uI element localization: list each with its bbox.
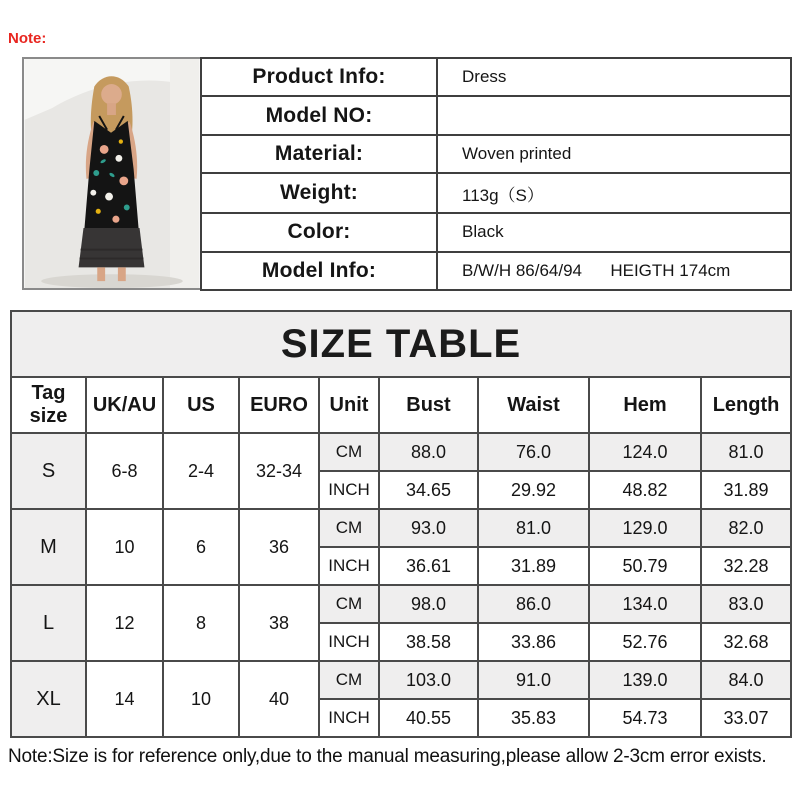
unit-inch-cell: INCH [319, 699, 379, 737]
tag-size-cell: L [11, 585, 86, 661]
model-no-value [437, 96, 791, 134]
uk-au-cell: 14 [86, 661, 163, 737]
unit-cm-cell: CM [319, 433, 379, 471]
size-table [10, 310, 792, 738]
product-info-label: Product Info: [201, 58, 437, 96]
size-row-m-cm [11, 509, 791, 547]
unit-cm-cell: CM [319, 509, 379, 547]
length-inch-cell: 32.68 [701, 623, 791, 661]
hem-cm-cell: 134.0 [589, 585, 701, 623]
size-table-header-row [11, 377, 791, 433]
bust-inch-cell: 34.65 [379, 471, 478, 509]
waist-cm-cell: 91.0 [478, 661, 589, 699]
col-header-tag-size: Tag size [11, 377, 86, 433]
unit-inch-cell: INCH [319, 547, 379, 585]
table-row [201, 135, 791, 173]
unit-cm-cell: CM [319, 661, 379, 699]
col-header-euro: EURO [239, 377, 319, 433]
size-table-title-row [11, 311, 791, 377]
table-row [201, 252, 791, 290]
length-cm-cell: 81.0 [701, 433, 791, 471]
col-header-unit: Unit [319, 377, 379, 433]
hem-inch-cell: 52.76 [589, 623, 701, 661]
euro-cell: 32-34 [239, 433, 319, 509]
hem-inch-cell: 50.79 [589, 547, 701, 585]
waist-inch-cell: 31.89 [478, 547, 589, 585]
euro-cell: 40 [239, 661, 319, 737]
hem-cm-cell: 129.0 [589, 509, 701, 547]
tag-size-cell: M [11, 509, 86, 585]
color-value: Black [437, 213, 791, 251]
material-value: Woven printed [437, 135, 791, 173]
waist-cm-cell: 86.0 [478, 585, 589, 623]
length-cm-cell: 83.0 [701, 585, 791, 623]
hem-inch-cell: 48.82 [589, 471, 701, 509]
us-cell: 2-4 [163, 433, 239, 509]
bust-inch-cell: 36.61 [379, 547, 478, 585]
unit-inch-cell: INCH [319, 471, 379, 509]
col-header-us: US [163, 377, 239, 433]
tag-size-cell: S [11, 433, 86, 509]
col-header-length: Length [701, 377, 791, 433]
col-header-waist: Waist [478, 377, 589, 433]
table-row [201, 173, 791, 213]
product-info-value: Dress [437, 58, 791, 96]
length-inch-cell: 31.89 [701, 471, 791, 509]
col-header-hem: Hem [589, 377, 701, 433]
waist-cm-cell: 76.0 [478, 433, 589, 471]
length-inch-cell: 32.28 [701, 547, 791, 585]
table-row [201, 58, 791, 96]
bust-cm-cell: 88.0 [379, 433, 478, 471]
model-photo-illustration [24, 59, 200, 288]
bust-cm-cell: 103.0 [379, 661, 478, 699]
model-no-label: Model NO: [201, 96, 437, 134]
hem-cm-cell: 124.0 [589, 433, 701, 471]
col-header-uk-au: UK/AU [86, 377, 163, 433]
model-info-value: B/W/H 86/64/94 HEIGTH 174cm [437, 252, 791, 290]
hem-cm-cell: 139.0 [589, 661, 701, 699]
uk-au-cell: 12 [86, 585, 163, 661]
size-row-s-cm [11, 433, 791, 471]
size-table-section [10, 310, 790, 738]
unit-inch-cell: INCH [319, 623, 379, 661]
tag-size-cell: XL [11, 661, 86, 737]
us-cell: 10 [163, 661, 239, 737]
uk-au-cell: 10 [86, 509, 163, 585]
length-inch-cell: 33.07 [701, 699, 791, 737]
hem-inch-cell: 54.73 [589, 699, 701, 737]
weight-value: 113g（S） [437, 173, 791, 213]
size-table-title: SIZE TABLE [11, 311, 791, 377]
disclaimer-note: Note:Size is for reference only,due to the manual measuring,please allow 2-3cm error exists. [8, 746, 767, 767]
uk-au-cell: 6-8 [86, 433, 163, 509]
product-photo [22, 57, 200, 290]
waist-inch-cell: 29.92 [478, 471, 589, 509]
top-note-label: Note: [8, 30, 47, 47]
euro-cell: 38 [239, 585, 319, 661]
material-label: Material: [201, 135, 437, 173]
length-cm-cell: 84.0 [701, 661, 791, 699]
bust-inch-cell: 38.58 [379, 623, 478, 661]
us-cell: 8 [163, 585, 239, 661]
weight-label: Weight: [201, 173, 437, 213]
waist-inch-cell: 33.86 [478, 623, 589, 661]
unit-cm-cell: CM [319, 585, 379, 623]
euro-cell: 36 [239, 509, 319, 585]
size-row-l-cm [11, 585, 791, 623]
bust-inch-cell: 40.55 [379, 699, 478, 737]
color-label: Color: [201, 213, 437, 251]
table-row [201, 213, 791, 251]
length-cm-cell: 82.0 [701, 509, 791, 547]
table-row [201, 96, 791, 134]
model-info-label: Model Info: [201, 252, 437, 290]
size-row-xl-cm [11, 661, 791, 699]
col-header-bust: Bust [379, 377, 478, 433]
us-cell: 6 [163, 509, 239, 585]
waist-cm-cell: 81.0 [478, 509, 589, 547]
bust-cm-cell: 98.0 [379, 585, 478, 623]
product-info-table [200, 57, 792, 291]
bust-cm-cell: 93.0 [379, 509, 478, 547]
waist-inch-cell: 35.83 [478, 699, 589, 737]
